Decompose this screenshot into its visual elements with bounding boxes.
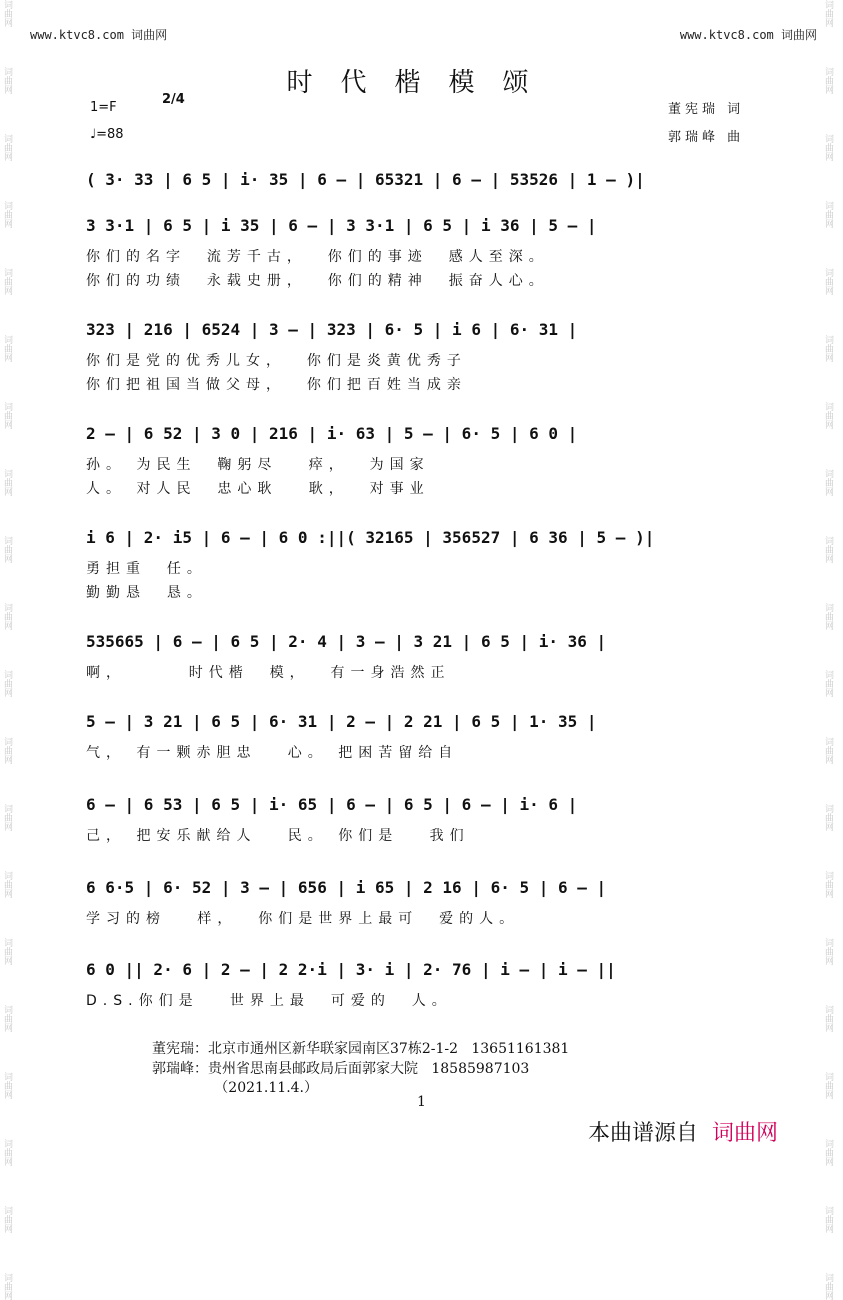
source-brand: 词曲网 xyxy=(712,1121,779,1146)
footer-contact-composer: 郭瑞峰：贵州省思南县邮政局后面郭家大院 18585987103 xyxy=(152,1061,530,1077)
notation-system: 6 6·5 | 6· 52 | 3 — | 656 | i 65 | 2 16 | 6· 5 | 6 — | xyxy=(86,878,607,897)
page-number: 1 xyxy=(417,1094,426,1110)
notation-system: 535665 | 6 — | 6 5 | 2· 4 | 3 — | 3 21 | 6 5 | i· 36 | xyxy=(86,632,607,651)
notation-system: 3 3·1 | 6 5 | i 35 | 6 — | 3 3·1 | 6 5 | i 36 | 5 — | xyxy=(86,216,597,235)
time-signature: 2/4 xyxy=(162,92,185,107)
lyric-line: 你们是党的优秀儿女， 你们是炎黄优秀子 xyxy=(86,353,467,369)
lyric-line: 人。 对人民 忠心耿 耿， 对事业 xyxy=(86,481,430,497)
lyric-line: 勤勤恳 恳。 xyxy=(86,585,207,601)
lyric-line: 你们的名字 流芳千古， 你们的事迹 感人至深。 xyxy=(86,249,549,265)
notation-system: 6 — | 6 53 | 6 5 | i· 65 | 6 — | 6 5 | 6 — | i· 6 | xyxy=(86,795,578,814)
key-signature: 1=F xyxy=(90,100,117,115)
lyric-line: 你们的功绩 永载史册， 你们的精神 振奋人心。 xyxy=(86,273,549,289)
lyric-line: 你们把祖国当做父母， 你们把百姓当成亲 xyxy=(86,377,467,393)
notation-system: 5 — | 3 21 | 6 5 | 6· 31 | 2 — | 2 21 | 6 5 | 1· 35 | xyxy=(86,712,597,731)
composer-credit: 郭瑞峰 曲 xyxy=(668,130,745,145)
footer-contact-lyricist: 董宪瑞：北京市通州区新华联家园南区37栋2-1-2 13651161381 xyxy=(152,1041,570,1057)
tempo-marking: ♩=88 xyxy=(90,127,124,142)
lyric-line: 己， 把安乐献给人 民。 你们是 我们 xyxy=(86,828,470,844)
watermark-column-right: 词曲网 词曲网 词曲网 词曲网 词曲网 词曲网 词曲网 词曲网 词曲网 词曲网 词曲网 词曲网 词曲网 词曲网 词曲网 词曲网 词曲网 词曲网 词曲网 词曲网 xyxy=(823,0,833,1300)
notation-system: 323 | 216 | 6524 | 3 — | 323 | 6· 5 | i 6 | 6· 31 | xyxy=(86,320,578,339)
lyric-line: D.S.你们是 世界上最 可爱的 人。 xyxy=(86,993,452,1009)
notation-system: ( 3· 33 | 6 5 | i· 35 | 6 — | 65321 | 6 — | 53526 | 1 — )| xyxy=(86,170,645,189)
site-url-left: www.ktvc8.com 词曲网 xyxy=(30,28,168,42)
footer-date: （2021.11.4.） xyxy=(152,1080,319,1096)
notation-system: 2 — | 6 52 | 3 0 | 216 | i· 63 | 5 — | 6· 5 | 6 0 | xyxy=(86,424,578,443)
notation-system: i 6 | 2· i5 | 6 — | 6 0 :||( 32165 | 356527 | 6 36 | 5 — )| xyxy=(86,528,655,547)
lyric-line: 气， 有一颗赤胆忠 心。 把困苦留给自 xyxy=(86,745,459,761)
site-url-right: www.ktvc8.com 词曲网 xyxy=(679,28,817,42)
lyric-line: 啊， 时代楷 模， 有一身浩然正 xyxy=(86,665,451,681)
notation-system: 6 0 || 2· 6 | 2 — | 2 2·i | 3· i | 2· 76 | i — | i — || xyxy=(86,960,616,979)
source-label: 本曲谱源自 xyxy=(588,1121,699,1146)
lyric-line: 勇担重 任。 xyxy=(86,561,207,577)
lyricist-credit: 董宪瑞 词 xyxy=(668,102,745,117)
source-attribution xyxy=(588,1116,778,1147)
lyric-line: 学习的榜 样， 你们是世界上最可 爱的人。 xyxy=(86,911,520,927)
watermark-column-left: 词曲网 词曲网 词曲网 词曲网 词曲网 词曲网 词曲网 词曲网 词曲网 词曲网 词曲网 词曲网 词曲网 词曲网 词曲网 词曲网 词曲网 词曲网 词曲网 词曲网 xyxy=(2,0,12,1300)
song-title: 时代楷模颂 xyxy=(286,68,557,98)
lyric-line: 孙。 为民生 鞠躬尽 瘁， 为国家 xyxy=(86,457,430,473)
